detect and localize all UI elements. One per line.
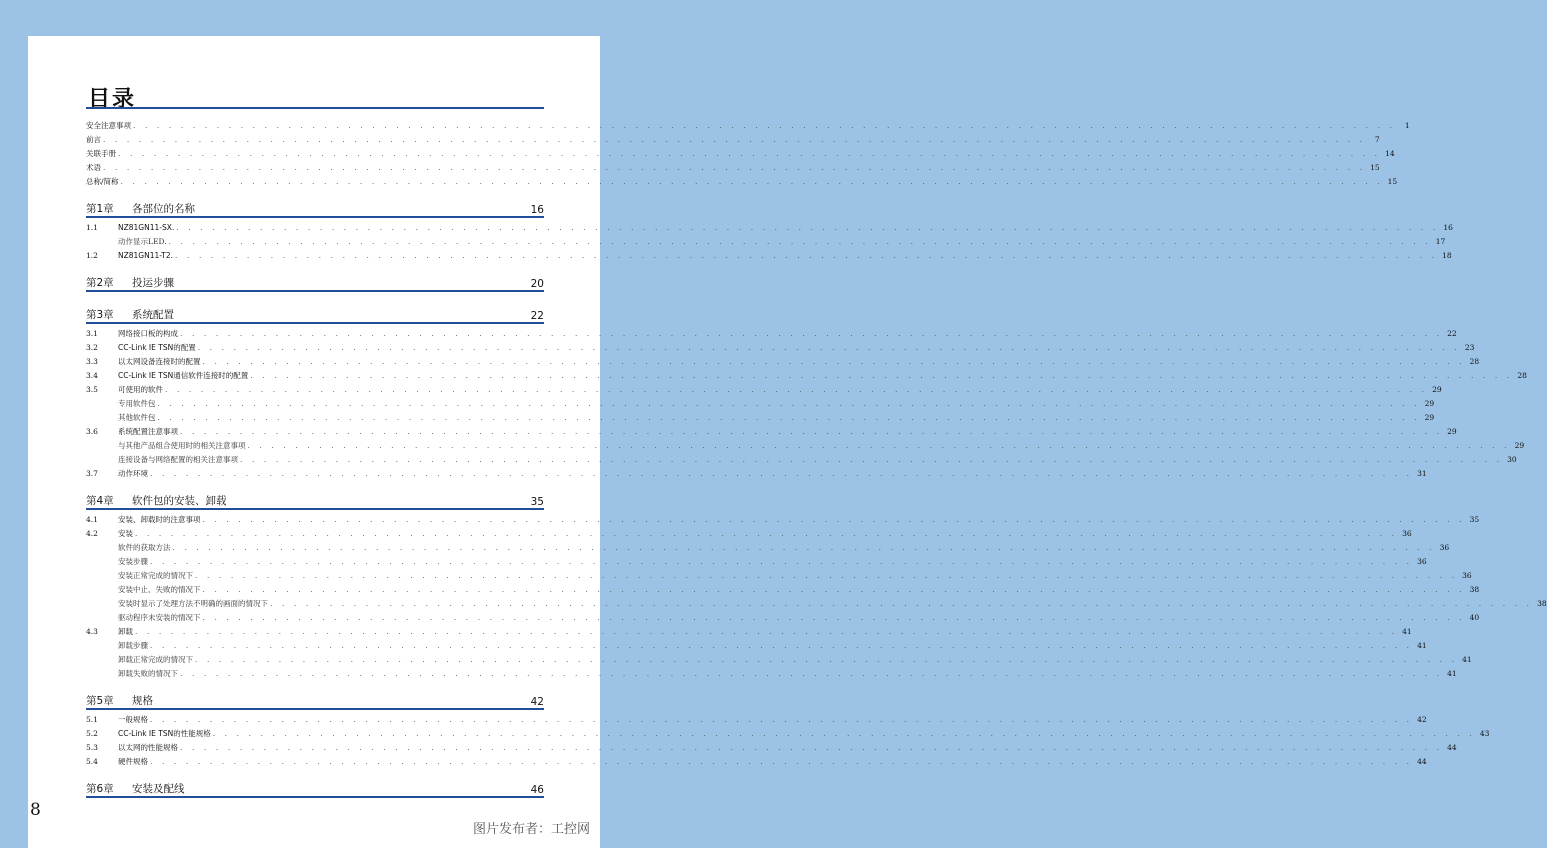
entry-title: 专用软件包 — [118, 399, 156, 408]
entry-title: 安装时显示了处理方法不明确的画面的情况下 — [118, 599, 268, 608]
entry-page: 29 — [1514, 441, 1525, 450]
entry-title: 安装 — [118, 529, 133, 538]
entry-page: 41 — [1462, 655, 1472, 664]
entry-title: CC-Link IE TSN通信软件连接时的配置 — [118, 371, 249, 380]
toc-entry[interactable] — [86, 453, 1517, 467]
entry-page: 29 — [1424, 413, 1435, 422]
toc-entry[interactable] — [86, 639, 1427, 653]
entry-page: 28 — [1517, 371, 1527, 380]
entry-number: 3.6 — [86, 427, 98, 436]
entry-title: CC-Link IE TSN的配置 — [118, 343, 196, 352]
chapter-title: 系统配置 — [132, 309, 174, 321]
spacer — [86, 263, 544, 272]
entry-number: 5.4 — [86, 757, 98, 766]
entry-page: 38 — [1469, 585, 1480, 594]
chapter-page: 20 — [530, 278, 544, 290]
dot-leader: . . . . . . . . . . . . . . . . . . . . . . . . . . . . . . . . . . . . . . . . . . . . . . . . . . . . . . . . . . . . . . . . . . . . . . . . . . . . . . . . . . . . . . . . . . . . . . . . . . . . . . . . . . — [120, 177, 1384, 186]
chapter-title: 安装及配线 — [132, 783, 185, 795]
entry-page: 44 — [1447, 743, 1457, 752]
toc-entry[interactable] — [86, 327, 1457, 341]
toc-entry[interactable] — [86, 541, 1450, 555]
entry-title: NZ81GN11-SX. — [118, 223, 175, 232]
entry-title: 卸载 — [118, 627, 133, 636]
dot-leader: . . . . . . . . . . . . . . . . . . . . . . . . . . . . . . . . . . . . . . . . . . . . . . . . . . . . . . . . . . . . . . . . . . . . . . . . . . . . . . . . . . . . . . . . . . . . . . . . . . . . . . . . . . — [157, 399, 1421, 408]
dot-leader: . . . . . . . . . . . . . . . . . . . . . . . . . . . . . . . . . . . . . . . . . . . . . . . . . . . . . . . . . . . . . . . . . . . . . . . . . . . . . . . . . . . . . . . . . . . . . . . . . . . . . . . . . . — [150, 557, 1413, 566]
entry-title: CC-Link IE TSN的性能规格 — [118, 729, 211, 738]
chapter-label: 第4章 — [86, 495, 114, 507]
entry-title: 动作显示LED. — [118, 237, 167, 246]
toc-entry[interactable] — [86, 653, 1472, 667]
chapter-heading[interactable] — [86, 490, 544, 510]
entry-page: 16 — [1443, 223, 1453, 232]
dot-leader: . . . . . . . . . . . . . . . . . . . . . . . . . . . . . . . . . . . . . . . . . . . . . . . . . . . . . . . . . . . . . . . . . . . . . . . . . . . . . . . . . . . . . . . . . . . . . . . . . . . . . . . . . . — [202, 585, 1466, 594]
entry-page: 40 — [1469, 613, 1480, 622]
entry-title: 安装步骤 — [118, 557, 148, 566]
entry-page: 29 — [1447, 427, 1457, 436]
entry-number: 5.1 — [86, 715, 98, 724]
page-number: 8 — [30, 800, 41, 820]
dot-leader: . . . . . . . . . . . . . . . . . . . . . . . . . . . . . . . . . . . . . . . . . . . . . . . . . . . . . . . . . . . . . . . . . . . . . . . . . . . . . . . . . . . . . . . . . . . . . . . . . . . . . . . . . . — [202, 357, 1466, 366]
chapter-label: 第5章 — [86, 695, 114, 707]
chapter-label: 第6章 — [86, 783, 114, 795]
chapter-page: 46 — [530, 784, 544, 796]
entry-title: 以太网设备连接时的配置 — [118, 357, 201, 366]
spacer — [86, 189, 544, 198]
dot-leader: . . . . . . . . . . . . . . . . . . . . . . . . . . . . . . . . . . . . . . . . . . . . . . . . . . . . . . . . . . . . . . . . . . . . . . . . . . . . . . . . . . . . . . . . . . . . . . . . . . . . . . . . . . — [103, 135, 1366, 144]
entry-title: 术语 — [86, 163, 101, 172]
entry-page: 36 — [1417, 557, 1427, 566]
toc-entry[interactable] — [86, 741, 1457, 755]
dot-leader: . . . . . . . . . . . . . . . . . . . . . . . . . . . . . . . . . . . . . . . . . . . . . . . . . . . . . . . . . . . . . . . . . . . . . . . . . . . . . . . . . . . . . . . . . . . . . . . . . . . . . . . . . . — [270, 599, 1533, 608]
dot-leader: . . . . . . . . . . . . . . . . . . . . . . . . . . . . . . . . . . . . . . . . . . . . . . . . . . . . . . . . . . . . . . . . . . . . . . . . . . . . . . . . . . . . . . . . . . . . . . . . . . . . . . . . . . — [133, 121, 1396, 130]
chapter-label: 第1章 — [86, 203, 114, 215]
entry-title: 与其他产品组合使用时的相关注意事项 — [118, 441, 246, 450]
entry-number: 4.3 — [86, 627, 98, 636]
entry-page: 43 — [1479, 729, 1490, 738]
dot-leader: . . . . . . . . . . . . . . . . . . . . . . . . . . . . . . . . . . . . . . . . . . . . . . . . . . . . . . . . . . . . . . . . . . . . . . . . . . . . . . . . . . . . . . . . . . . . . . . . . . . . . . . . . . — [176, 223, 1439, 232]
toc-entry[interactable] — [86, 411, 1435, 425]
entry-page: 28 — [1469, 357, 1480, 366]
toc-entry[interactable] — [86, 467, 1427, 481]
chapter-page: 35 — [530, 496, 544, 508]
entry-page: 14 — [1385, 149, 1395, 158]
entry-number: 5.2 — [86, 729, 98, 738]
toc-entry[interactable] — [86, 755, 1427, 769]
toc-entry[interactable] — [86, 221, 1453, 235]
entry-number: 3.5 — [86, 385, 98, 394]
toc-entry[interactable] — [86, 555, 1427, 569]
dot-leader: . . . . . . . . . . . . . . . . . . . . . . . . . . . . . . . . . . . . . . . . . . . . . . . . . . . . . . . . . . . . . . . . . . . . . . . . . . . . . . . . . . . . . . . . . . . . . . . . . . . . . . . . . . — [175, 251, 1438, 260]
chapter-title: 规格 — [132, 695, 153, 707]
toc-entry[interactable] — [86, 161, 1380, 175]
entry-page: 15 — [1387, 177, 1398, 186]
entry-title: 总称/简称 — [86, 177, 119, 186]
entry-page: 42 — [1417, 715, 1427, 724]
spacer — [86, 769, 544, 778]
entry-page: 41 — [1447, 669, 1457, 678]
dot-leader: . . . . . . . . . . . . . . . . . . . . . . . . . . . . . . . . . . . . . . . . . . . . . . . . . . . . . . . . . . . . . . . . . . . . . . . . . . . . . . . . . . . . . . . . . . . . . . . . . . . . . . . . . . — [103, 163, 1366, 172]
dot-leader: . . . . . . . . . . . . . . . . . . . . . . . . . . . . . . . . . . . . . . . . . . . . . . . . . . . . . . . . . . . . . . . . . . . . . . . . . . . . . . . . . . . . . . . . . . . . . . . . . . . . . . . . . . — [135, 627, 1398, 636]
entry-number: 4.2 — [86, 529, 98, 538]
chapter-label: 第2章 — [86, 277, 114, 289]
toc-entry[interactable] — [86, 119, 1410, 133]
dot-leader: . . . . . . . . . . . . . . . . . . . . . . . . . . . . . . . . . . . . . . . . . . . . . . . . . . . . . . . . . . . . . . . . . . . . . . . . . . . . . . . . . . . . . . . . . . . . . . . . . . . . . . . . . . — [212, 729, 1476, 738]
entry-number: 5.3 — [86, 743, 98, 752]
toc-entry[interactable] — [86, 147, 1395, 161]
entry-page: 29 — [1432, 385, 1442, 394]
entry-number: 3.1 — [86, 329, 98, 338]
entry-page: 31 — [1417, 469, 1427, 478]
dot-leader: . . . . . . . . . . . . . . . . . . . . . . . . . . . . . . . . . . . . . . . . . . . . . . . . . . . . . . . . . . . . . . . . . . . . . . . . . . . . . . . . . . . . . . . . . . . . . . . . . . . . . . . . . . — [195, 571, 1458, 580]
toc-entry[interactable] — [86, 667, 1457, 681]
spacer — [86, 481, 544, 490]
toc-entry[interactable] — [86, 383, 1442, 397]
entry-number: 4.1 — [86, 515, 98, 524]
entry-title: 一般规格 — [118, 715, 148, 724]
toc-entry[interactable] — [86, 397, 1435, 411]
entry-page: 22 — [1447, 329, 1457, 338]
entry-title: 动作环境 — [118, 469, 148, 478]
dot-leader: . . . . . . . . . . . . . . . . . . . . . . . . . . . . . . . . . . . . . . . . . . . . . . . . . . . . . . . . . . . . . . . . . . . . . . . . . . . . . . . . . . . . . . . . . . . . . . . . . . . . . . . . . . — [157, 413, 1421, 422]
chapter-heading[interactable] — [86, 304, 544, 324]
toc-entry[interactable] — [86, 583, 1480, 597]
entry-number: 3.4 — [86, 371, 98, 380]
chapter-page: 16 — [530, 204, 544, 216]
entry-title: 连接设备与网络配置的相关注意事项 — [118, 455, 238, 464]
dot-leader: . . . . . . . . . . . . . . . . . . . . . . . . . . . . . . . . . . . . . . . . . . . . . . . . . . . . . . . . . . . . . . . . . . . . . . . . . . . . . . . . . . . . . . . . . . . . . . . . . . . . . . . . . . — [135, 529, 1398, 538]
entry-page: 36 — [1439, 543, 1450, 552]
watermark-text: 图片发布者：工控网 — [472, 822, 590, 837]
toc-entry[interactable] — [86, 611, 1480, 625]
page-title: 目录 — [88, 87, 137, 112]
entry-page: 1 — [1404, 121, 1410, 130]
entry-title: 系统配置注意事项 — [118, 427, 178, 436]
toc-entry[interactable] — [86, 175, 1398, 189]
table-of-contents — [86, 119, 1547, 801]
toc-entry[interactable] — [86, 235, 1446, 249]
toc-entry[interactable] — [86, 249, 1452, 263]
entry-title: 硬件规格 — [118, 757, 148, 766]
dot-leader: . . . . . . . . . . . . . . . . . . . . . . . . . . . . . . . . . . . . . . . . . . . . . . . . . . . . . . . . . . . . . . . . . . . . . . . . . . . . . . . . . . . . . . . . . . . . . . . . . . . . . . . . . . — [150, 641, 1413, 650]
entry-title: 安装、卸载时的注意事项 — [118, 515, 201, 524]
entry-title: NZ81GN11-T2. — [118, 251, 174, 260]
dot-leader: . . . . . . . . . . . . . . . . . . . . . . . . . . . . . . . . . . . . . . . . . . . . . . . . . . . . . . . . . . . . . . . . . . . . . . . . . . . . . . . . . . . . . . . . . . . . . . . . . . . . . . . . . . — [150, 757, 1413, 766]
entry-title: 网络接口板的构成 — [118, 329, 178, 338]
entry-number: 1.2 — [86, 251, 98, 260]
dot-leader: . . . . . . . . . . . . . . . . . . . . . . . . . . . . . . . . . . . . . . . . . . . . . . . . . . . . . . . . . . . . . . . . . . . . . . . . . . . . . . . . . . . . . . . . . . . . . . . . . . . . . . . . . . — [180, 427, 1443, 436]
dot-leader: . . . . . . . . . . . . . . . . . . . . . . . . . . . . . . . . . . . . . . . . . . . . . . . . . . . . . . . . . . . . . . . . . . . . . . . . . . . . . . . . . . . . . . . . . . . . . . . . . . . . . . . . . . — [118, 149, 1381, 158]
dot-leader: . . . . . . . . . . . . . . . . . . . . . . . . . . . . . . . . . . . . . . . . . . . . . . . . . . . . . . . . . . . . . . . . . . . . . . . . . . . . . . . . . . . . . . . . . . . . . . . . . . . . . . . . . . — [150, 469, 1413, 478]
dot-leader: . . . . . . . . . . . . . . . . . . . . . . . . . . . . . . . . . . . . . . . . . . . . . . . . . . . . . . . . . . . . . . . . . . . . . . . . . . . . . . . . . . . . . . . . . . . . . . . . . . . . . . . . . . — [180, 743, 1443, 752]
entry-title: 以太网的性能规格 — [118, 743, 178, 752]
chapter-heading[interactable] — [86, 778, 544, 798]
entry-page: 23 — [1464, 343, 1475, 352]
dot-leader: . . . . . . . . . . . . . . . . . . . . . . . . . . . . . . . . . . . . . . . . . . . . . . . . . . . . . . . . . . . . . . . . . . . . . . . . . . . . . . . . . . . . . . . . . . . . . . . . . . . . . . . . . . — [168, 237, 1432, 246]
chapter-page: 42 — [530, 696, 544, 708]
entry-page: 36 — [1462, 571, 1472, 580]
toc-entry[interactable] — [86, 369, 1527, 383]
entry-title: 其他软件包 — [118, 413, 156, 422]
entry-page: 36 — [1402, 529, 1412, 538]
chapter-title: 软件包的安装、卸载 — [132, 495, 227, 507]
toc-entry[interactable] — [86, 727, 1490, 741]
toc-entry[interactable] — [86, 341, 1475, 355]
dot-leader: . . . . . . . . . . . . . . . . . . . . . . . . . . . . . . . . . . . . . . . . . . . . . . . . . . . . . . . . . . . . . . . . . . . . . . . . . . . . . . . . . . . . . . . . . . . . . . . . . . . . . . . . . . — [247, 441, 1511, 450]
toc-entry[interactable] — [86, 425, 1457, 439]
entry-page: 38 — [1537, 599, 1547, 608]
spacer — [86, 295, 544, 304]
chapter-heading[interactable] — [86, 690, 544, 710]
toc-entry[interactable] — [86, 569, 1472, 583]
entry-title: 安装中止、失败的情况下 — [118, 585, 201, 594]
entry-title: 前言 — [86, 135, 101, 144]
entry-title: 卸载步骤 — [118, 641, 148, 650]
entry-title: 可使用的软件 — [118, 385, 163, 394]
toc-entry[interactable] — [86, 713, 1427, 727]
chapter-label: 第3章 — [86, 309, 114, 321]
toc-entry[interactable] — [86, 355, 1480, 369]
chapter-heading[interactable] — [86, 198, 544, 218]
spacer — [86, 681, 544, 690]
dot-leader: . . . . . . . . . . . . . . . . . . . . . . . . . . . . . . . . . . . . . . . . . . . . . . . . . . . . . . . . . . . . . . . . . . . . . . . . . . . . . . . . . . . . . . . . . . . . . . . . . . . . . . . . . . — [197, 343, 1461, 352]
entry-title: 卸载正常完成的情况下 — [118, 655, 193, 664]
entry-page: 7 — [1374, 135, 1380, 144]
dot-leader: . . . . . . . . . . . . . . . . . . . . . . . . . . . . . . . . . . . . . . . . . . . . . . . . . . . . . . . . . . . . . . . . . . . . . . . . . . . . . . . . . . . . . . . . . . . . . . . . . . . . . . . . . . — [195, 655, 1458, 664]
toc-entry[interactable] — [86, 133, 1380, 147]
toc-entry[interactable] — [86, 439, 1525, 453]
entry-page: 35 — [1469, 515, 1480, 524]
toc-entry[interactable] — [86, 513, 1480, 527]
entry-title: 驱动程序未安装的情况下 — [118, 613, 201, 622]
dot-leader: . . . . . . . . . . . . . . . . . . . . . . . . . . . . . . . . . . . . . . . . . . . . . . . . . . . . . . . . . . . . . . . . . . . . . . . . . . . . . . . . . . . . . . . . . . . . . . . . . . . . . . . . . . — [165, 385, 1428, 394]
dot-leader: . . . . . . . . . . . . . . . . . . . . . . . . . . . . . . . . . . . . . . . . . . . . . . . . . . . . . . . . . . . . . . . . . . . . . . . . . . . . . . . . . . . . . . . . . . . . . . . . . . . . . . . . . . — [150, 715, 1413, 724]
toc-entry[interactable] — [86, 527, 1412, 541]
chapter-page: 22 — [530, 310, 544, 322]
entry-title: 软件的获取方法 — [118, 543, 171, 552]
title-rule — [86, 107, 544, 109]
entry-number: 3.3 — [86, 357, 98, 366]
dot-leader: . . . . . . . . . . . . . . . . . . . . . . . . . . . . . . . . . . . . . . . . . . . . . . . . . . . . . . . . . . . . . . . . . . . . . . . . . . . . . . . . . . . . . . . . . . . . . . . . . . . . . . . . . . — [202, 613, 1466, 622]
chapter-title: 各部位的名称 — [132, 203, 195, 215]
entry-number: 3.7 — [86, 469, 98, 478]
entry-title: 卸载失败的情况下 — [118, 669, 178, 678]
dot-leader: . . . . . . . . . . . . . . . . . . . . . . . . . . . . . . . . . . . . . . . . . . . . . . . . . . . . . . . . . . . . . . . . . . . . . . . . . . . . . . . . . . . . . . . . . . . . . . . . . . . . . . . . . . — [180, 669, 1443, 678]
entry-page: 44 — [1417, 757, 1427, 766]
dot-leader: . . . . . . . . . . . . . . . . . . . . . . . . . . . . . . . . . . . . . . . . . . . . . . . . . . . . . . . . . . . . . . . . . . . . . . . . . . . . . . . . . . . . . . . . . . . . . . . . . . . . . . . . . . — [240, 455, 1503, 464]
entry-page: 30 — [1507, 455, 1517, 464]
entry-page: 18 — [1442, 251, 1452, 260]
dot-leader: . . . . . . . . . . . . . . . . . . . . . . . . . . . . . . . . . . . . . . . . . . . . . . . . . . . . . . . . . . . . . . . . . . . . . . . . . . . . . . . . . . . . . . . . . . . . . . . . . . . . . . . . . . — [250, 371, 1513, 380]
toc-entry[interactable] — [86, 597, 1547, 611]
dot-leader: . . . . . . . . . . . . . . . . . . . . . . . . . . . . . . . . . . . . . . . . . . . . . . . . . . . . . . . . . . . . . . . . . . . . . . . . . . . . . . . . . . . . . . . . . . . . . . . . . . . . . . . . . . — [180, 329, 1443, 338]
chapter-title: 投运步骤 — [132, 277, 174, 289]
chapter-heading[interactable] — [86, 272, 544, 292]
entry-number: 3.2 — [86, 343, 98, 352]
entry-page: 29 — [1424, 399, 1435, 408]
toc-entry[interactable] — [86, 625, 1412, 639]
entry-page: 41 — [1402, 627, 1412, 636]
entry-number: 1.1 — [86, 223, 98, 232]
dot-leader: . . . . . . . . . . . . . . . . . . . . . . . . . . . . . . . . . . . . . . . . . . . . . . . . . . . . . . . . . . . . . . . . . . . . . . . . . . . . . . . . . . . . . . . . . . . . . . . . . . . . . . . . . . — [172, 543, 1436, 552]
entry-page: 17 — [1435, 237, 1446, 246]
entry-title: 关联手册 — [86, 149, 116, 158]
entry-page: 41 — [1417, 641, 1427, 650]
entry-title: 安装正常完成的情况下 — [118, 571, 193, 580]
entry-page: 15 — [1370, 163, 1380, 172]
entry-title: 安全注意事项 — [86, 121, 131, 130]
dot-leader: . . . . . . . . . . . . . . . . . . . . . . . . . . . . . . . . . . . . . . . . . . . . . . . . . . . . . . . . . . . . . . . . . . . . . . . . . . . . . . . . . . . . . . . . . . . . . . . . . . . . . . . . . . — [202, 515, 1466, 524]
